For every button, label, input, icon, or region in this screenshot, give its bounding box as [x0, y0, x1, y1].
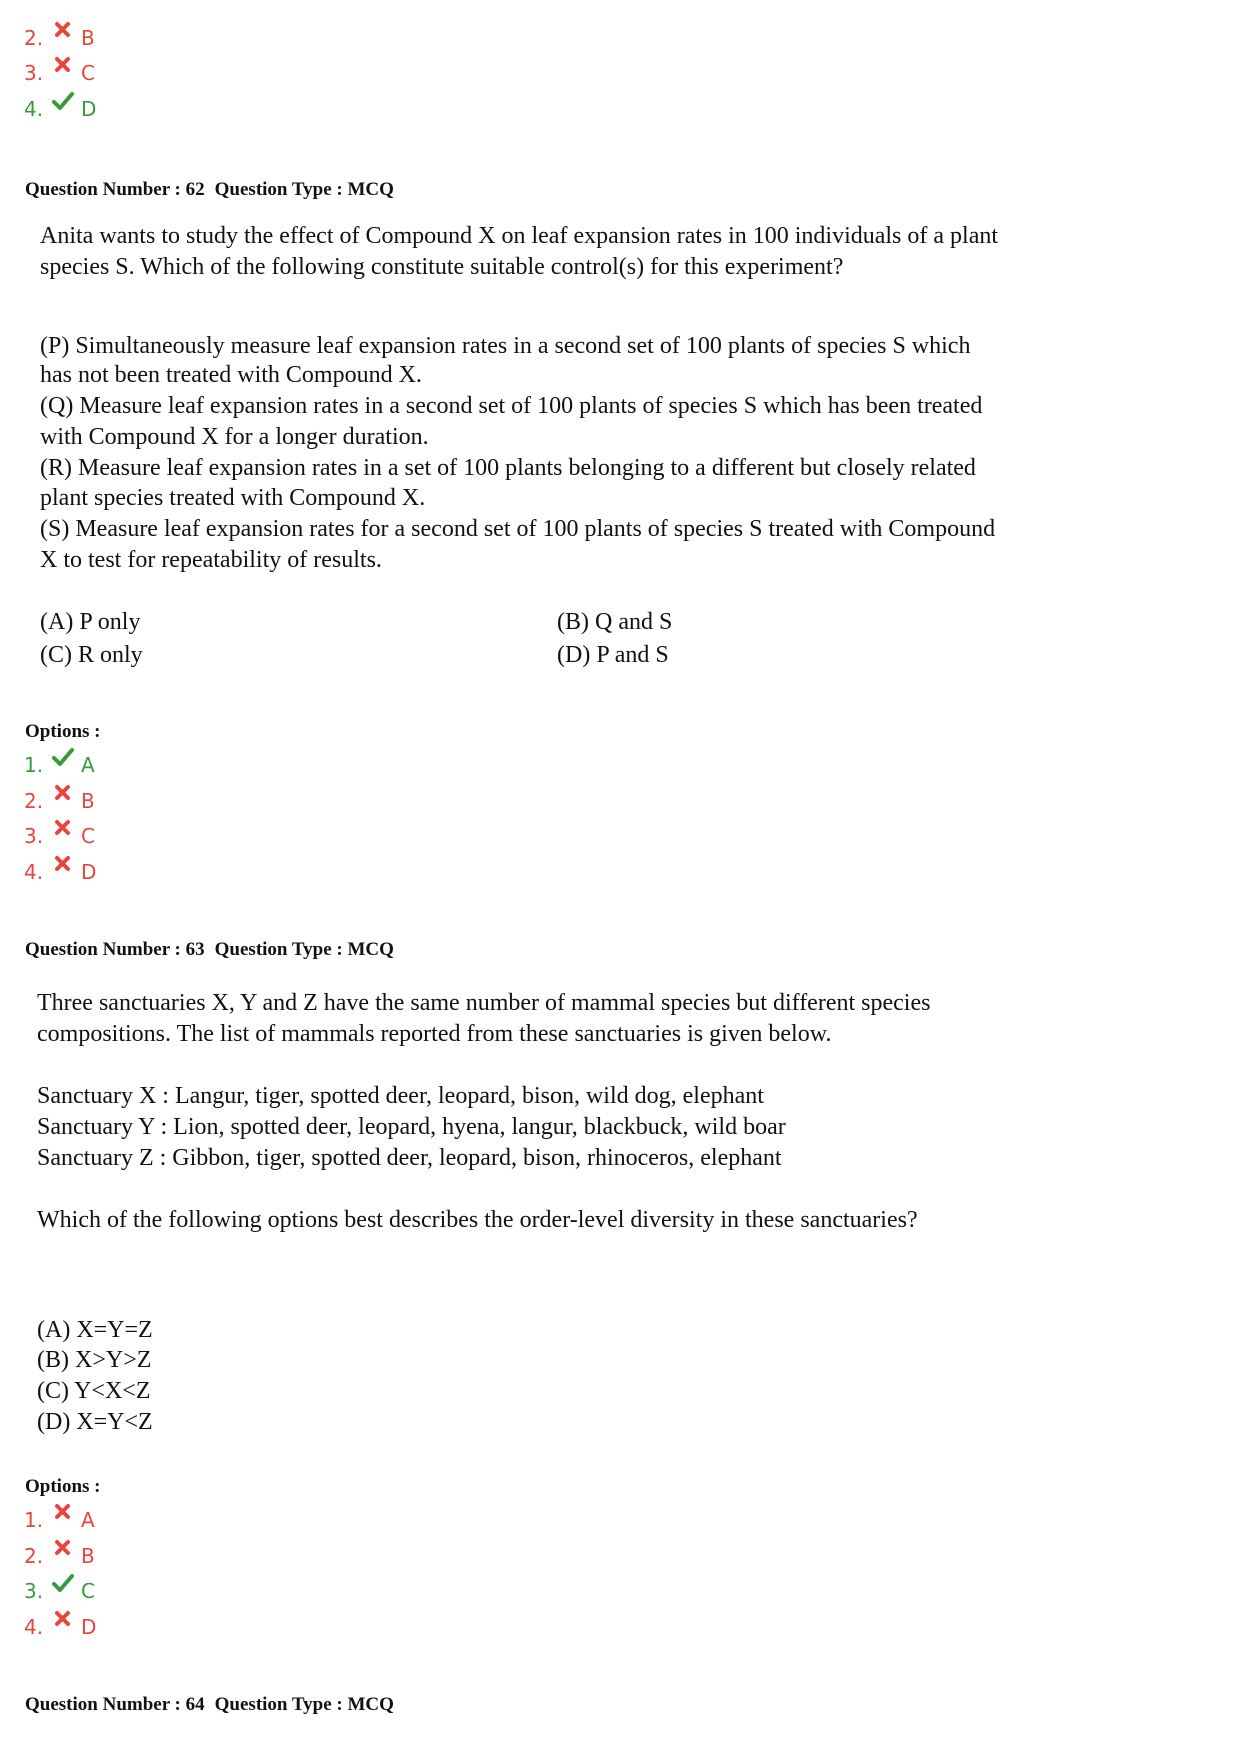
option-letter: B — [81, 1544, 95, 1568]
option-number: 4. — [24, 97, 44, 121]
choice: (D) P and S — [557, 642, 669, 668]
question-header — [25, 1693, 394, 1717]
option-number: 2. — [24, 789, 44, 813]
question-type: Question Type : MCQ — [214, 1694, 394, 1715]
question-stem-line: species S. Which of the following constitute suitable control(s) for this experiment? — [40, 254, 844, 280]
option-letter: D — [81, 860, 97, 884]
options-label: Options : — [25, 721, 101, 742]
cross-icon — [52, 1537, 74, 1559]
option-number: 2. — [24, 26, 44, 50]
statement-line: with Compound X for a longer duration. — [40, 424, 429, 450]
statement-line: (S) Measure leaf expansion rates for a second set of 100 plants of species S treated with Compound — [40, 516, 996, 542]
option-number: 3. — [24, 824, 44, 848]
cross-icon — [52, 1608, 74, 1630]
check-icon — [52, 746, 74, 768]
check-icon — [52, 1572, 74, 1594]
cross-icon — [52, 853, 74, 875]
cross-icon — [52, 817, 74, 839]
option-letter: C — [81, 1579, 95, 1603]
choice: (A) X=Y=Z — [37, 1317, 153, 1343]
option-letter: D — [81, 1615, 97, 1639]
options-label: Options : — [25, 1476, 101, 1497]
question-stem-line: compositions. The list of mammals reported from these sanctuaries is given below. — [37, 1021, 832, 1047]
option-number: 1. — [24, 753, 44, 777]
sanctuary-line: Sanctuary Z : Gibbon, tiger, spotted deer, leopard, bison, rhinoceros, elephant — [37, 1145, 782, 1171]
option-letter: B — [81, 26, 95, 50]
question-header — [25, 938, 394, 962]
statement-line: plant species treated with Compound X. — [40, 485, 426, 511]
cross-icon — [52, 19, 74, 41]
option-number: 4. — [24, 860, 44, 884]
option-letter: D — [81, 97, 97, 121]
choice: (C) Y<X<Z — [37, 1378, 151, 1404]
choice: (A) P only — [40, 609, 141, 635]
choice: (B) X>Y>Z — [37, 1347, 152, 1373]
option-letter: C — [81, 61, 95, 85]
question-type: Question Type : MCQ — [214, 939, 394, 960]
statement-line: (Q) Measure leaf expansion rates in a second set of 100 plants of species S which has been treated — [40, 393, 983, 419]
option-number: 2. — [24, 1544, 44, 1568]
question-stem-line: Anita wants to study the effect of Compound X on leaf expansion rates in 100 individuals of a plant — [40, 223, 999, 249]
statement-line: X to test for repeatability of results. — [40, 547, 382, 573]
choice: (C) R only — [40, 642, 143, 668]
option-letter: C — [81, 824, 95, 848]
check-icon — [52, 90, 74, 112]
cross-icon — [52, 1501, 74, 1523]
option-number: 1. — [24, 1508, 44, 1532]
sanctuary-line: Sanctuary Y : Lion, spotted deer, leopard, hyena, langur, blackbuck, wild boar — [37, 1114, 786, 1140]
option-letter: A — [81, 753, 95, 777]
option-letter: A — [81, 1508, 95, 1532]
option-number: 3. — [24, 1579, 44, 1603]
cross-icon — [52, 782, 74, 804]
statement-line: (R) Measure leaf expansion rates in a set of 100 plants belonging to a different but closely related — [40, 455, 976, 481]
statement-line: (P) Simultaneously measure leaf expansion rates in a second set of 100 plants of species S which — [40, 333, 971, 359]
option-number: 3. — [24, 61, 44, 85]
option-letter: B — [81, 789, 95, 813]
question-number: Question Number : 63 — [25, 939, 205, 960]
question-number: Question Number : 64 — [25, 1694, 205, 1715]
choice: (B) Q and S — [557, 609, 673, 635]
statement-line: has not been treated with Compound X. — [40, 362, 422, 388]
question-stem-line: Three sanctuaries X, Y and Z have the same number of mammal species but different species — [37, 990, 931, 1016]
option-number: 4. — [24, 1615, 44, 1639]
question-header — [25, 178, 394, 202]
question-number: Question Number : 62 — [25, 179, 205, 200]
sanctuary-line: Sanctuary X : Langur, tiger, spotted deer, leopard, bison, wild dog, elephant — [37, 1083, 764, 1109]
question-text: Which of the following options best describes the order-level diversity in these sanctuaries? — [37, 1207, 918, 1233]
cross-icon — [52, 54, 74, 76]
choice: (D) X=Y<Z — [37, 1409, 153, 1435]
question-type: Question Type : MCQ — [214, 179, 394, 200]
